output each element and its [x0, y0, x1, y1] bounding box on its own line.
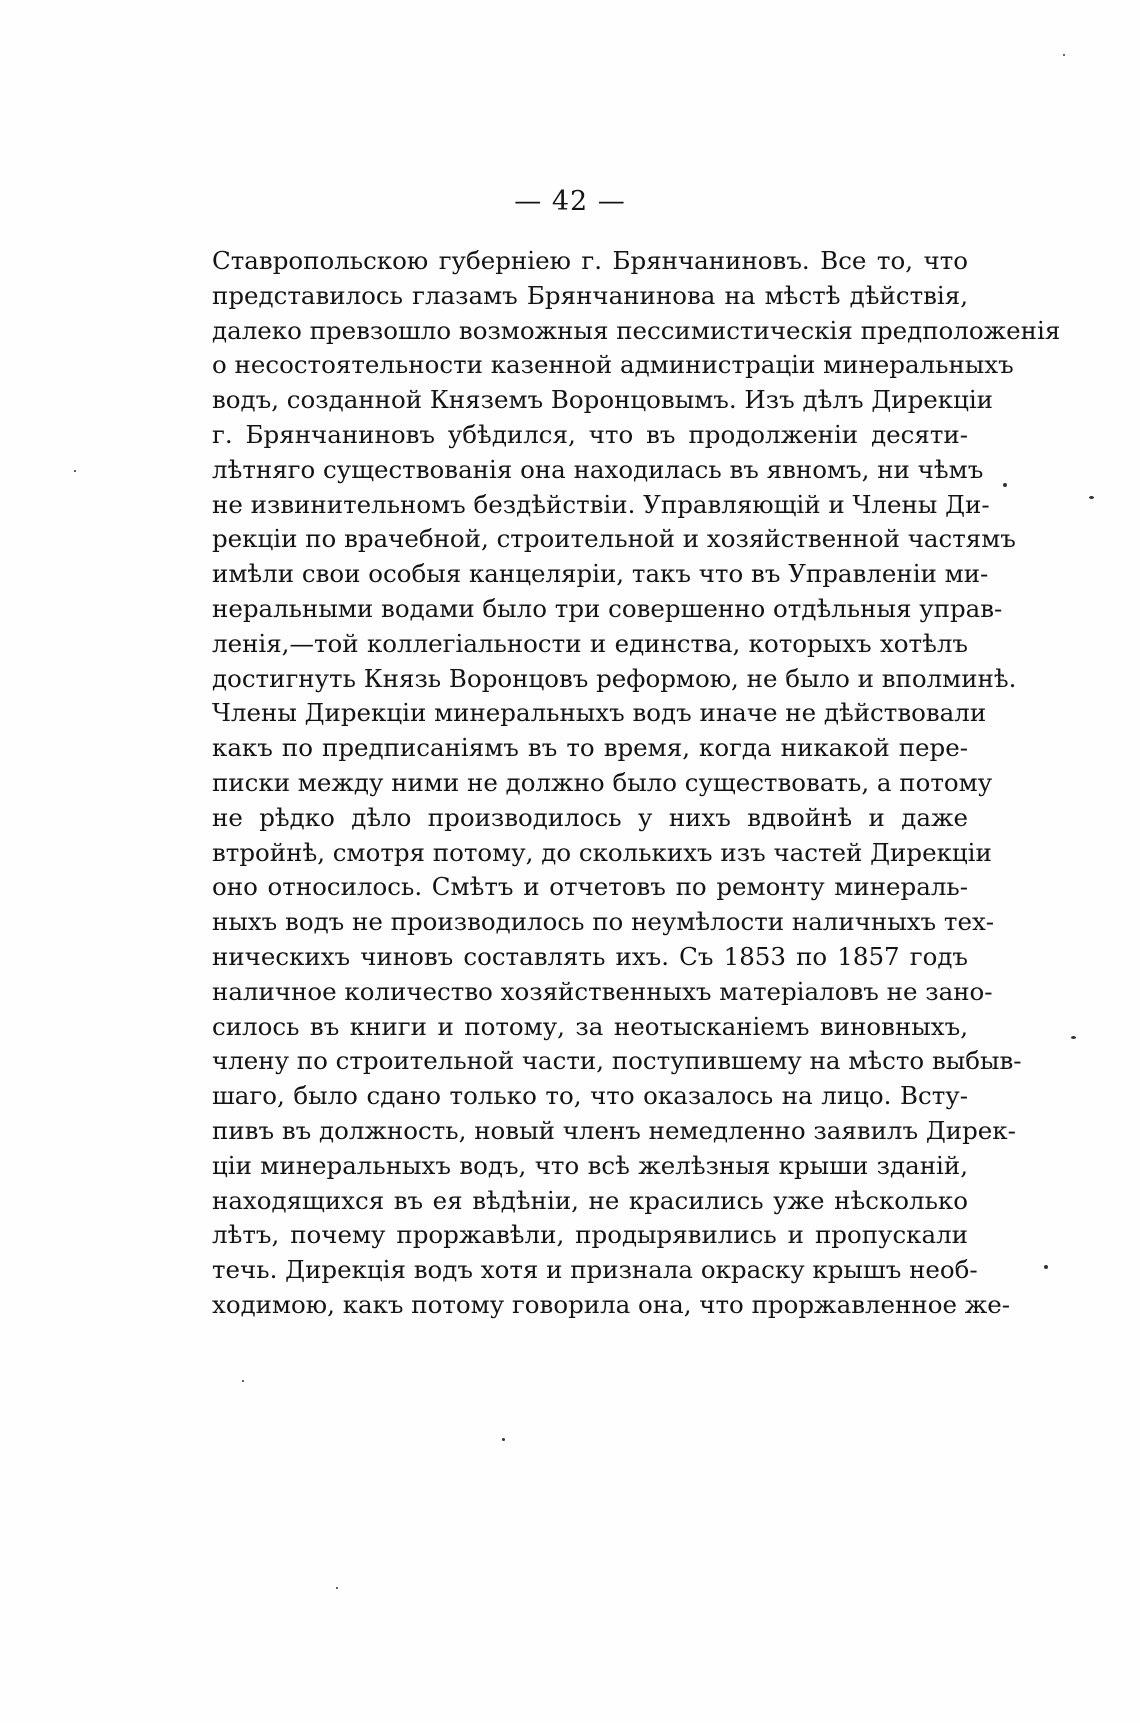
text-line: члену по строительной части, поступившему на мѣсто выбыв-: [212, 1046, 1022, 1076]
text-line: ленія,—той коллегіальности и единства, которыхъ хотѣлъ: [212, 628, 968, 658]
text-line: ціи минеральныхъ водъ, что всѣ желѣзныя крыши зданій,: [212, 1150, 968, 1180]
scan-speck: [1063, 54, 1065, 56]
scan-speck: [242, 1380, 244, 1382]
text-line: о несостоятельности казенной администраціи минеральныхъ: [212, 350, 1014, 380]
text-line: оно относилось. Смѣтъ и отчетовъ по ремонту минераль-: [212, 872, 968, 902]
scan-speck: [1089, 496, 1094, 499]
scan-speck: [1044, 1265, 1048, 1269]
text-line: наличное количество хозяйственныхъ матеріаловъ не зано-: [212, 976, 993, 1006]
text-line: Члены Дирекціи минеральныхъ водъ иначе не дѣйствовали: [212, 698, 987, 728]
text-line: представилось глазамъ Брянчанинова на мѣстѣ дѣйствія,: [212, 280, 968, 310]
text-line: не рѣдко дѣло производилось у нихъ вдвойнѣ и даже: [212, 802, 968, 832]
scan-speck: [336, 1587, 338, 1589]
page-number: — 42 —: [514, 186, 626, 217]
text-line: водъ, созданной Княземъ Воронцовымъ. Изъ дѣлъ Дирекціи: [212, 385, 993, 415]
scan-speck: [74, 470, 76, 472]
text-line: далеко превзошло возможныя пессимистическія предположенія: [212, 315, 1061, 345]
text-line: силось въ книги и потому, за неотысканіемъ виновныхъ,: [212, 1011, 968, 1041]
text-line: какъ по предписаніямъ въ то время, когда никакой пере-: [212, 733, 968, 763]
text-line: ныхъ водъ не производилось по неумѣлости наличныхъ тех-: [212, 907, 995, 937]
text-line: имѣли свои особыя канцеляріи, такъ что въ Управленіи ми-: [212, 559, 989, 589]
text-line: втройнѣ, смотря потому, до сколькихъ изъ частей Дирекціи: [212, 837, 992, 867]
text-line: г. Брянчаниновъ убѣдился, что въ продолженіи десяти-: [212, 419, 968, 449]
text-line: пивъ въ должность, новый членъ немедленно заявилъ Дирек-: [212, 1115, 1016, 1145]
text-line: лѣтняго существованія она находилась въ явномъ, ни чѣмъ: [212, 454, 984, 484]
text-line: шаго, было сдано только то, что оказалось на лицо. Всту-: [212, 1081, 968, 1111]
body-text: [212, 244, 1061, 1323]
text-line: Ставропольскою губерніею г. Брянчаниновъ. Все то, что: [212, 246, 968, 275]
text-line: не извинительномъ бездѣйствіи. Управляющій и Члены Ди-: [212, 489, 990, 519]
scan-speck: [502, 1438, 505, 1441]
text-line: лѣтъ, почему проржавѣли, продырявились и пропускали: [212, 1220, 968, 1250]
text-line: писки между ними не должно было существовать, а потому: [212, 767, 993, 797]
text-line: рекціи по врачебной, строительной и хозяйственной частямъ: [212, 524, 1016, 554]
scan-speck: [1003, 483, 1007, 487]
text-line: находящихся въ ея вѣдѣніи, не красились уже нѣсколько: [212, 1185, 968, 1215]
text-line: неральными водами было три совершенно отдѣльныя управ-: [212, 593, 1003, 623]
text-line: течь. Дирекція водъ хотя и признала окраску крышъ необ-: [212, 1255, 978, 1285]
text-line: достигнуть Князь Воронцовъ реформою, не было и вполминѣ.: [212, 663, 1017, 693]
scan-speck: [1071, 1036, 1076, 1039]
text-line: ническихъ чиновъ составлять ихъ. Съ 1853 по 1857 годъ: [212, 941, 968, 971]
text-line: ходимою, какъ потому говорила она, что проржавленное же-: [212, 1289, 1011, 1319]
